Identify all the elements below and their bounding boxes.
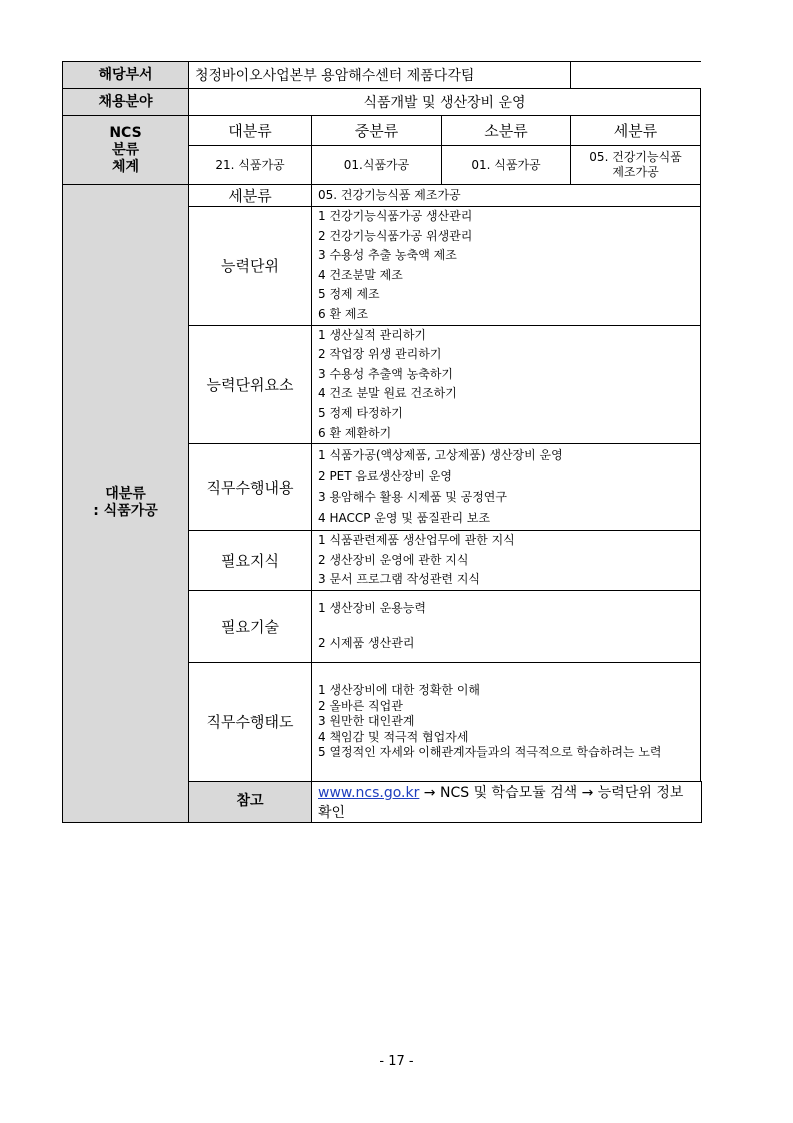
- attitude-label: 직무수행태도: [189, 662, 312, 781]
- job-description-table: [62, 61, 702, 823]
- list-item: 1 생산장비에 대한 정확한 이해: [318, 682, 480, 697]
- list-item: 3 문서 프로그램 작성관련 지식: [318, 572, 480, 587]
- ability-unit-label: 능력단위: [189, 207, 312, 326]
- list-item: 2 작업장 위생 관리하기: [318, 347, 442, 362]
- reference-text: → NCS 및 학습모듈 검색 → 능력단위 정보 확인: [318, 784, 684, 821]
- ncs-header-major: 대분류: [189, 116, 312, 146]
- field-label: 채용분야: [63, 89, 189, 116]
- knowledge-list: [312, 531, 701, 591]
- ncs-label: NCS 분류 체계: [63, 116, 189, 185]
- field-row: [63, 89, 702, 116]
- ncs-website-link[interactable]: www.ncs.go.kr: [318, 784, 420, 801]
- ncs-header-row: [63, 116, 702, 146]
- ncs-value-major: 21. 식품가공: [189, 146, 312, 185]
- list-item: 4 HACCP 운영 및 품질관리 보조: [318, 511, 491, 526]
- list-item: 5 정제 제조: [318, 287, 380, 302]
- sub-category-label: 세분류: [189, 185, 312, 207]
- list-item: 3 용암해수 활용 시제품 및 공정연구: [318, 490, 507, 505]
- list-item: 6 환 제조: [318, 306, 369, 321]
- list-item: 2 생산장비 운영에 관한 지식: [318, 552, 469, 567]
- main-category-label: 대분류 : 식품가공: [63, 185, 189, 823]
- skills-label: 필요기술: [189, 590, 312, 662]
- ncs-header-middle: 중분류: [312, 116, 442, 146]
- list-item: 4 책임감 및 적극적 협업자세: [318, 729, 469, 744]
- ability-unit-list: [312, 207, 701, 326]
- reference-value: [312, 781, 702, 822]
- ncs-value-middle: 01.식품가공: [312, 146, 442, 185]
- list-item: 6 환 제환하기: [318, 425, 392, 440]
- skills-list: [312, 590, 701, 662]
- reference-label: 참고: [189, 781, 312, 822]
- duties-list: [312, 444, 701, 531]
- ability-element-list: [312, 325, 701, 444]
- attitude-list: [312, 662, 701, 781]
- list-item: 2 PET 음료생산장비 운영: [318, 469, 452, 484]
- ncs-header-minor: 소분류: [442, 116, 571, 146]
- ability-element-label: 능력단위요소: [189, 325, 312, 444]
- list-item: 4 건조분말 제조: [318, 267, 403, 282]
- list-item: 3 수용성 추출액 농축하기: [318, 366, 453, 381]
- list-item: 2 건강기능식품가공 위생관리: [318, 228, 473, 243]
- sub-category-row: [63, 185, 702, 207]
- list-item: 1 식품관련제품 생산업무에 관한 지식: [318, 533, 515, 548]
- list-item: 5 열정적인 자세와 이해관계자들과의 적극적으로 학습하려는 노력: [318, 745, 662, 760]
- list-item: 1 식품가공(액상제품, 고상제품) 생산장비 운영: [318, 448, 563, 463]
- ncs-value-detail: 05. 건강기능식품 제조가공: [571, 146, 701, 185]
- list-item: 2 시제품 생산관리: [318, 635, 415, 650]
- list-item: 1 생산장비 운용능력: [318, 601, 427, 616]
- department-value: 청정바이오사업본부 용암해수센터 제품다각팀: [189, 62, 571, 89]
- list-item: 1 생산실적 관리하기: [318, 327, 427, 342]
- ncs-header-detail: 세분류: [571, 116, 701, 146]
- department-label: 해당부서: [63, 62, 189, 89]
- ncs-value-minor: 01. 식품가공: [442, 146, 571, 185]
- sub-category-value: 05. 건강기능식품 제조가공: [312, 185, 701, 207]
- list-item: 5 정제 타정하기: [318, 405, 403, 420]
- field-value: 식품개발 및 생산장비 운영: [189, 89, 701, 116]
- department-row: [63, 62, 702, 89]
- list-item: 3 원만한 대인관계: [318, 714, 415, 729]
- knowledge-label: 필요지식: [189, 531, 312, 591]
- list-item: 4 건조 분말 원료 건조하기: [318, 386, 457, 401]
- page-number: - 17 -: [379, 1054, 414, 1069]
- list-item: 2 올바른 직업관: [318, 698, 403, 713]
- list-item: 1 건강기능식품가공 생산관리: [318, 209, 473, 223]
- list-item: 3 수용성 추출 농축액 제조: [318, 248, 457, 263]
- duties-label: 직무수행내용: [189, 444, 312, 531]
